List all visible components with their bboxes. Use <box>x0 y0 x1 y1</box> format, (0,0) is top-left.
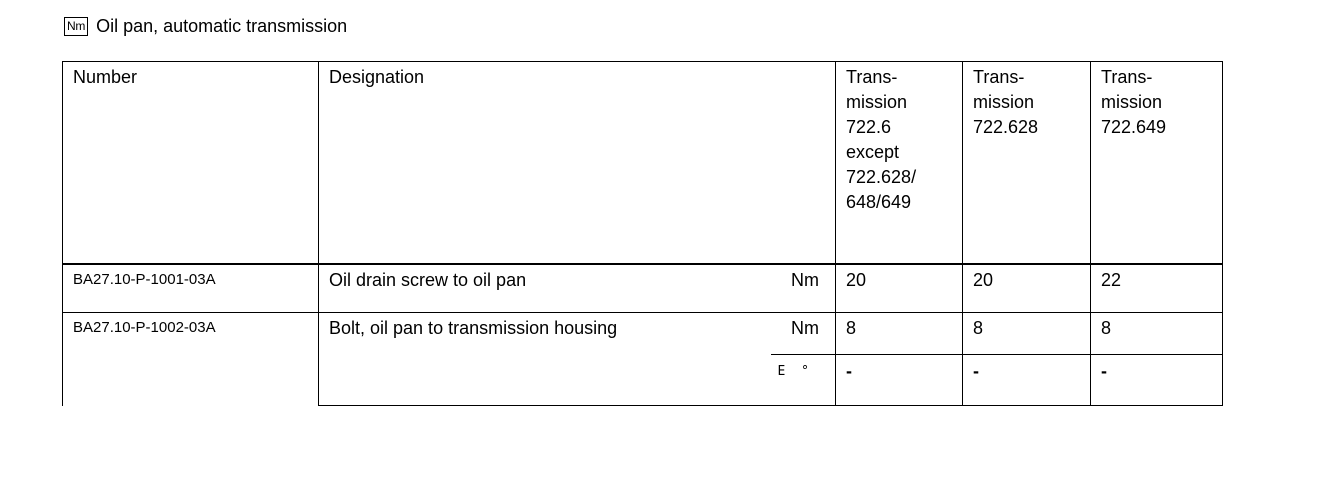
table-row <box>63 313 1223 355</box>
torque-nm-icon: Nm <box>64 17 88 36</box>
header-line: mission <box>846 92 908 112</box>
heading-title: Oil pan, automatic transmission <box>96 15 348 36</box>
value-cell <box>1091 355 1223 406</box>
torque-table <box>62 61 1223 406</box>
value-cell: 20 <box>836 264 963 313</box>
dash-value: - <box>1101 361 1107 381</box>
header-transmission-722-6 <box>836 62 963 265</box>
header-line: Trans- <box>1101 67 1153 87</box>
header-designation: Designation <box>319 62 836 265</box>
value-cell: 8 <box>836 313 963 355</box>
angle-unit-cell <box>319 355 836 406</box>
unit-label: Nm <box>791 270 819 290</box>
value-cell <box>836 355 963 406</box>
row-number: BA27.10-P-1002-03A <box>63 313 319 406</box>
header-line: Trans- <box>973 67 1025 87</box>
row-designation <box>319 313 836 355</box>
value-cell: 8 <box>963 313 1091 355</box>
row-designation <box>319 264 836 313</box>
header-line: Trans- <box>846 67 898 87</box>
angle-unit-label: E ° <box>777 363 813 379</box>
header-line: 722.649 <box>1101 117 1167 137</box>
table-row <box>63 264 1223 313</box>
unit-label: Nm <box>791 318 819 338</box>
header-transmission-722-628 <box>963 62 1091 265</box>
row-number: BA27.10-P-1001-03A <box>63 264 319 313</box>
header-line: mission <box>1101 92 1163 112</box>
value-cell: 22 <box>1091 264 1223 313</box>
header-line: except <box>846 142 900 162</box>
header-line: 722.6 <box>846 117 892 137</box>
unit-divider <box>771 354 835 355</box>
page-heading <box>64 14 347 38</box>
dash-value: - <box>973 361 979 381</box>
table-header-row <box>63 62 1223 265</box>
header-number: Number <box>63 62 319 265</box>
header-line: mission <box>973 92 1035 112</box>
header-line: 722.628/ <box>846 167 917 187</box>
designation-text: Oil drain screw to oil pan <box>329 270 527 290</box>
value-cell <box>963 355 1091 406</box>
header-line: 648/649 <box>846 192 912 212</box>
value-cell: 20 <box>963 264 1091 313</box>
value-cell: 8 <box>1091 313 1223 355</box>
designation-text: Bolt, oil pan to transmission housing <box>329 318 618 338</box>
header-transmission-722-649 <box>1091 62 1223 265</box>
header-line: 722.628 <box>973 117 1039 137</box>
dash-value: - <box>846 361 852 381</box>
